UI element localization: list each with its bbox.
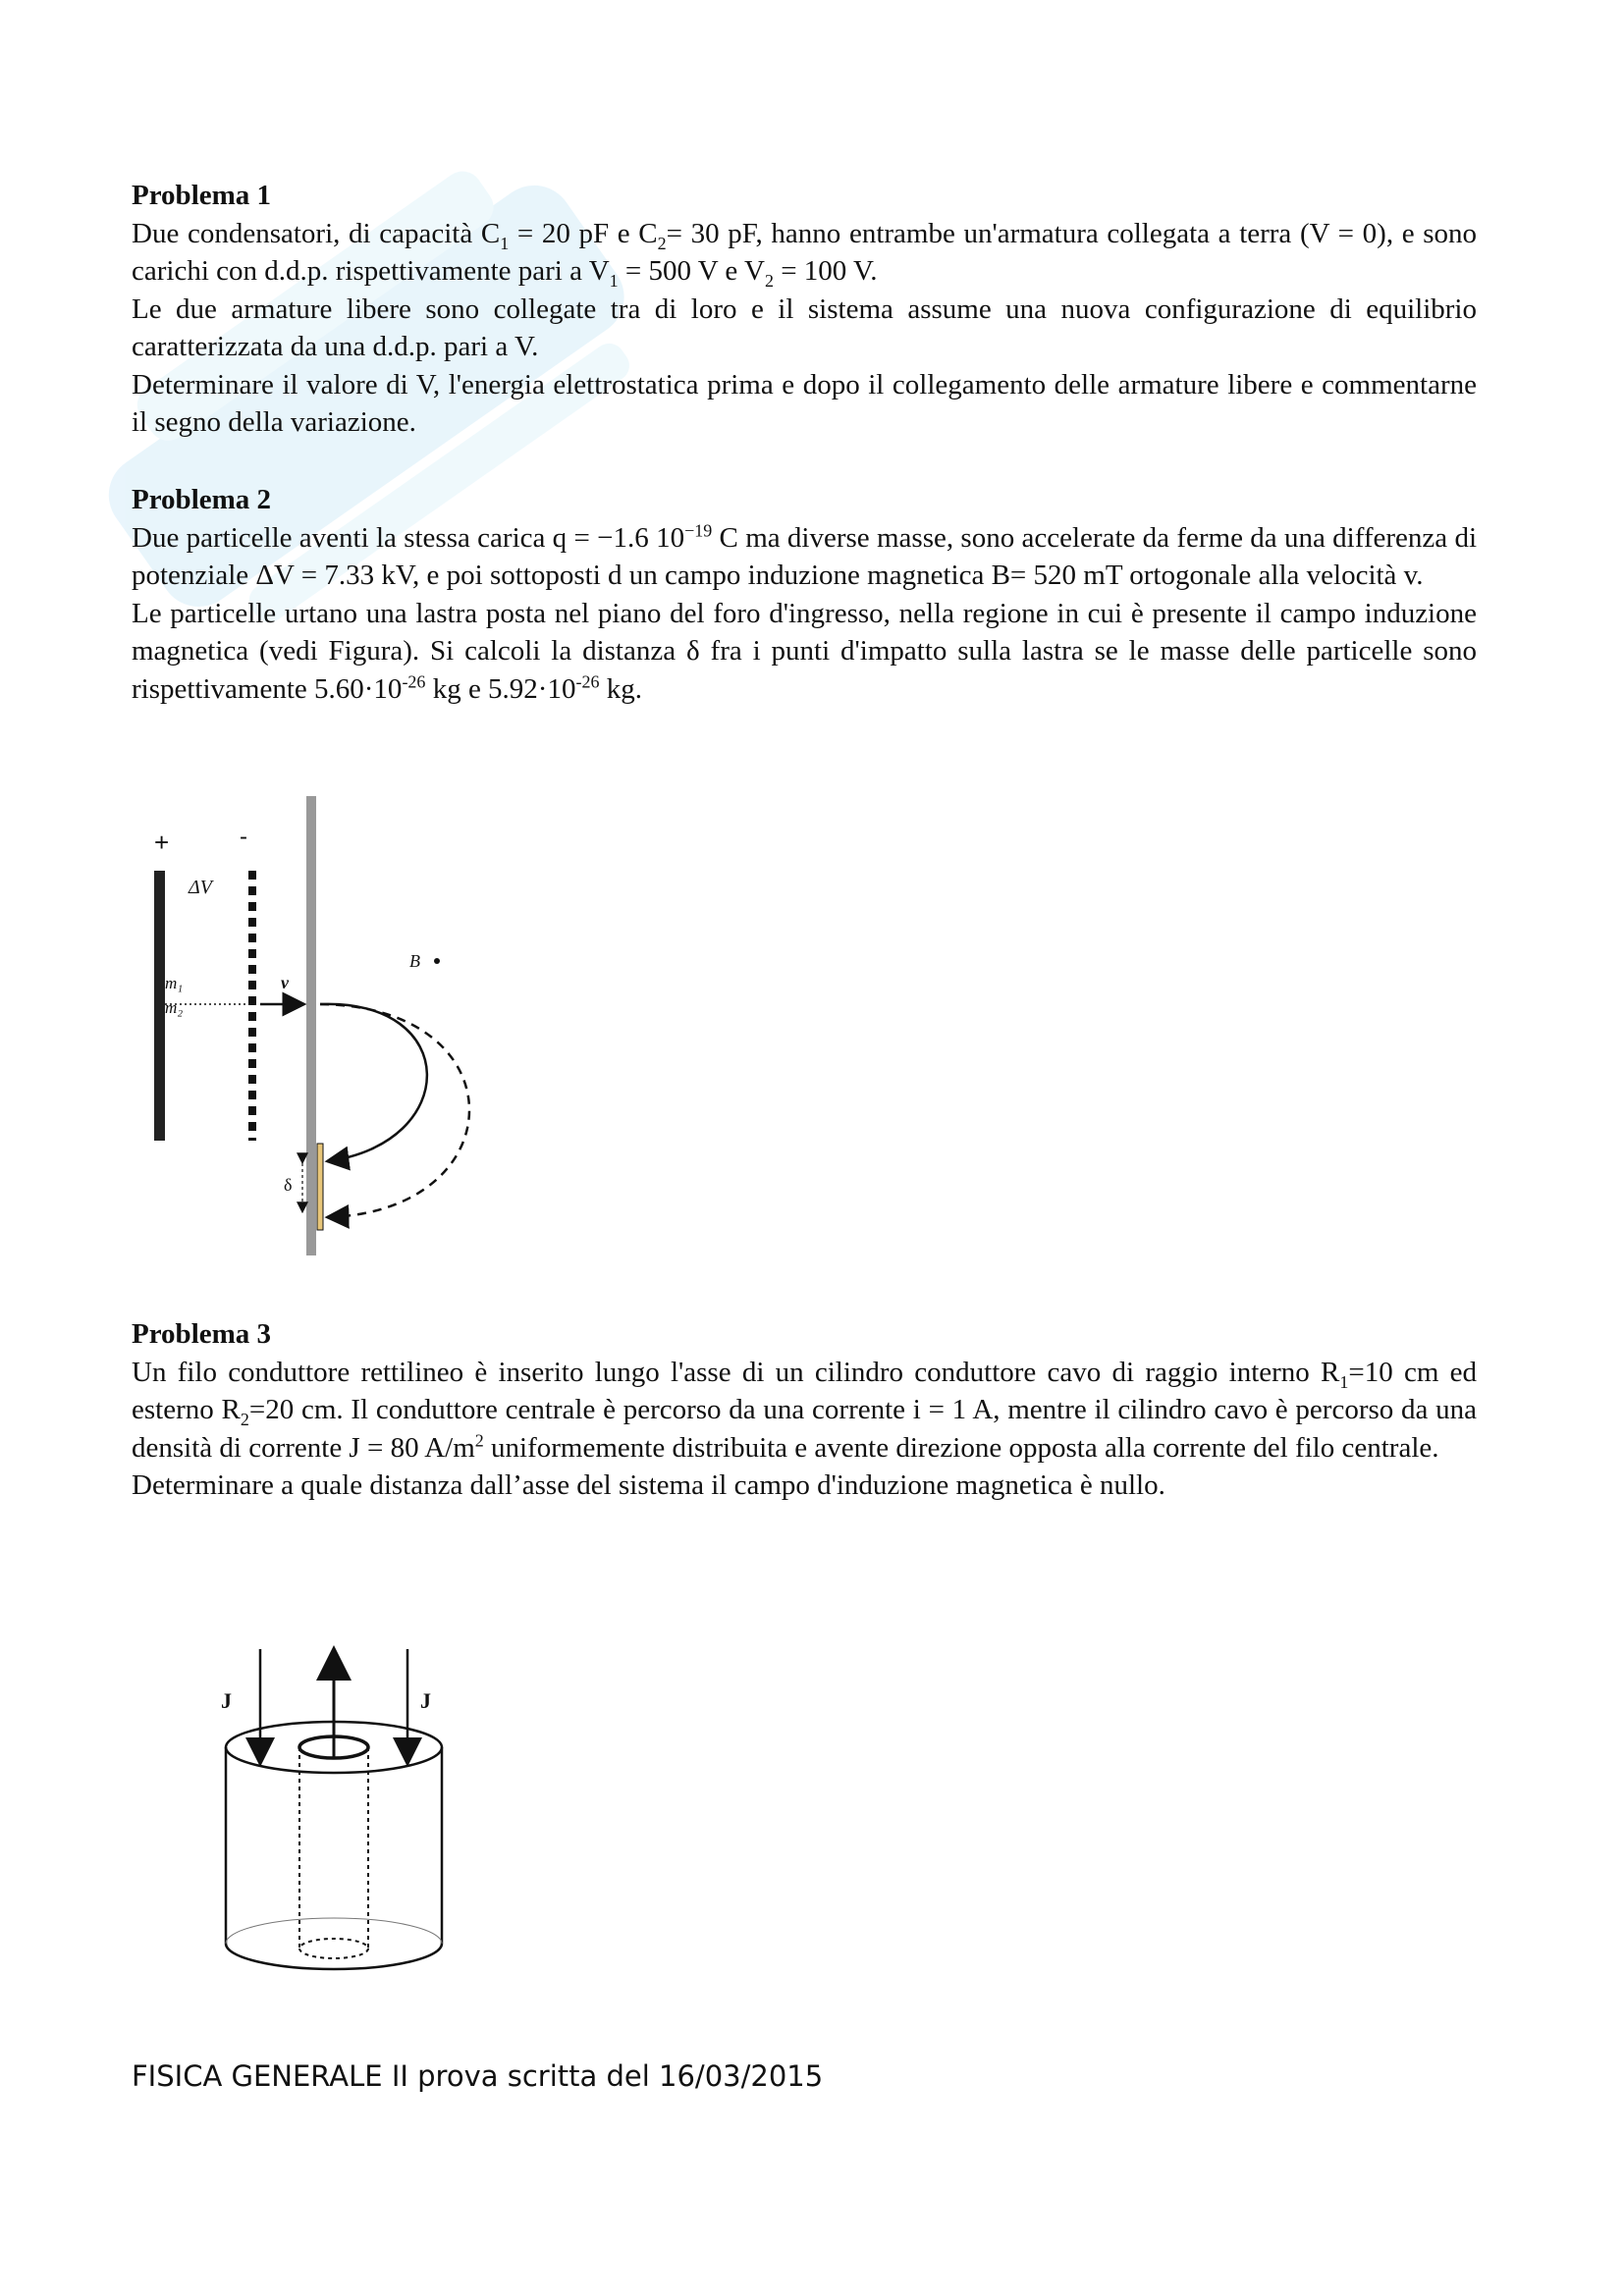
problem-1-paragraph-2: Le due armature libere sono collegate tra di loro e il sistema assume una nuova configurazione di equilibrio caratterizzata da una d.d.p. pari a V. bbox=[132, 293, 1477, 362]
problem-2 bbox=[132, 481, 1477, 708]
plus-label: + bbox=[154, 828, 170, 857]
current-density-left-label: J bbox=[221, 1688, 232, 1713]
mass-2-label: m₂ bbox=[165, 998, 184, 1017]
trajectory-light bbox=[320, 1004, 427, 1161]
trajectory-heavy bbox=[320, 1004, 469, 1217]
cylinder-bottom-back bbox=[226, 1918, 442, 1944]
exam-footer: FISICA GENERALE II prova scritta del 16/03/2015 bbox=[132, 2059, 824, 2093]
velocity-label: v bbox=[281, 973, 289, 992]
minus-label: - bbox=[240, 824, 247, 850]
spectrometer-figure bbox=[137, 790, 491, 1261]
inner-bottom-hidden bbox=[299, 1939, 368, 1958]
cylinder-bottom-front bbox=[226, 1944, 442, 1969]
magnetic-field-label: B bbox=[409, 951, 420, 971]
problem-1-title: Problema 1 bbox=[132, 180, 272, 211]
problem-2-paragraph-1: Due particelle aventi la stessa carica q = −1.6 $10^{-19}$ C ma diverse masse, sono accelerate da ferme da una differenza di potenziale ΔV = 7.33 kV, e poi sottoposti d un campo induzione magnetica B= 520 mT ortogonale alla velocità v. bbox=[132, 519, 1478, 591]
field-out-of-page-icon bbox=[434, 958, 440, 964]
problem-1-paragraph-3: Determinare il valore di V, l'energia elettrostatica prima e dopo il collegamento delle armature libere e commentarne il segno della variazione. bbox=[132, 368, 1477, 438]
positive-plate bbox=[154, 871, 165, 1141]
detector-plate bbox=[306, 796, 316, 1255]
problem-3-title: Problema 3 bbox=[132, 1318, 272, 1350]
impact-strip bbox=[317, 1144, 323, 1230]
coaxial-cylinder-figure bbox=[206, 1610, 461, 2002]
delta-label: δ bbox=[284, 1175, 293, 1195]
problem-1 bbox=[132, 177, 1477, 442]
problem-3-paragraph-1: Un filo conduttore rettilineo è inserito lungo l'asse di un cilindro conduttore cavo di raggio interno $R_1=10$ cm ed esterno $R_2=20$ cm. Il conduttore centrale è percorso da una corrente i = 1 A, mentre il cilindro cavo è percorso da una densità di corrente J = 80 $A/m^2$ uniformemente distribuita e avente direzione opposta alla corrente del filo centrale. bbox=[132, 1356, 1478, 1464]
problem-3 bbox=[132, 1315, 1477, 1505]
problem-2-title: Problema 2 bbox=[132, 484, 272, 515]
problem-3-paragraph-2: Determinare a quale distanza dall’asse del sistema il campo d'induzione magnetica è nullo. bbox=[132, 1469, 1165, 1501]
current-density-right-label: J bbox=[420, 1688, 431, 1713]
problem-2-paragraph-2: Le particelle urtano una lastra posta nel piano del foro d'ingresso, nella regione in cui è presente il campo induzione magnetica (vedi Figura). Si calcoli la distanza δ fra i punti d'impatto sulla lastra se le masse delle particelle sono rispettivamente $5.60\cdot 10^{-26}$ kg e $5.92\cdot 10^{-26}$ kg. bbox=[132, 597, 1477, 705]
problem-1-paragraph-1: Due condensatori, di capacità $C_1 = 20$ pF e $C_2= 30$ pF, hanno entrambe un'armatura collegata a terra (V = 0), e sono carichi con d.d.p. rispettivamente pari a $V_1 = 500$ V e $V_2 = 100$ V. bbox=[132, 217, 1478, 291]
delta-v-label: ΔV bbox=[189, 877, 212, 898]
mass-1-label: m₁ bbox=[165, 974, 184, 992]
